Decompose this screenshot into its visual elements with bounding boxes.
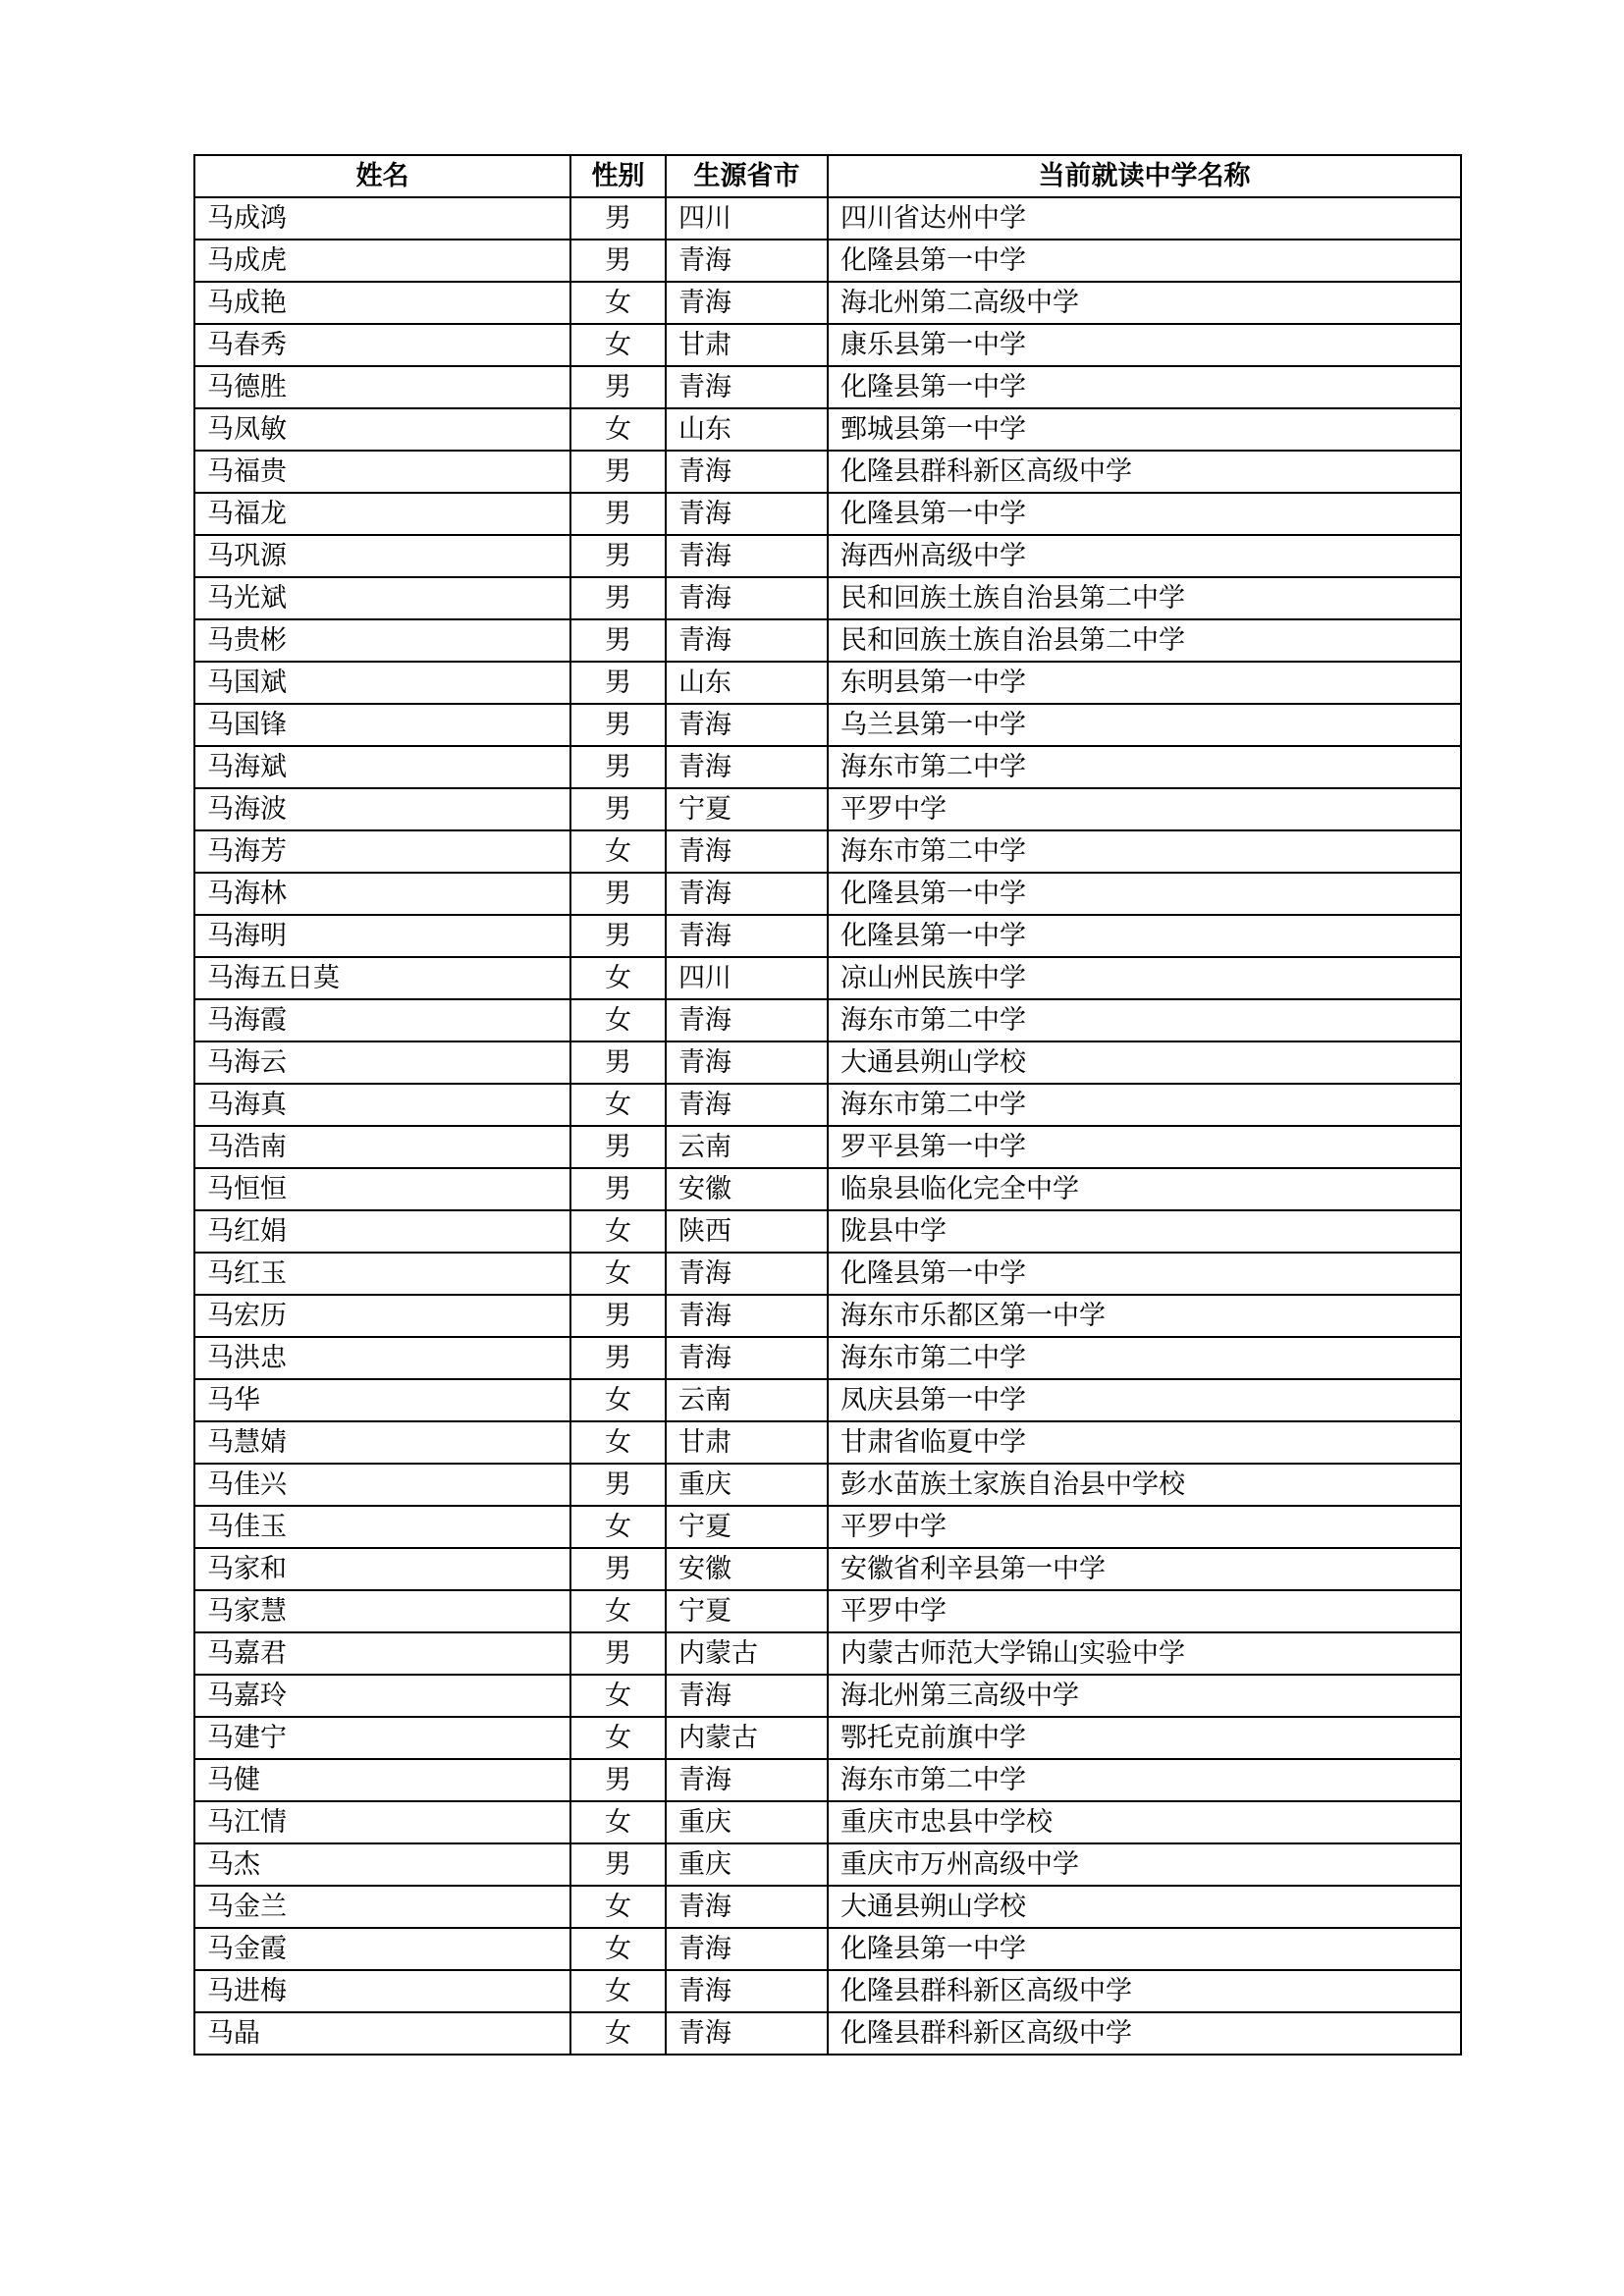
cell-school: 甘肃省临夏中学 — [828, 1421, 1461, 1464]
table-row — [194, 1886, 1461, 1928]
cell-gender: 男 — [570, 1632, 666, 1675]
table-row — [194, 577, 1461, 619]
table-row — [194, 704, 1461, 746]
table-row — [194, 408, 1461, 451]
table-row — [194, 1379, 1461, 1421]
table-row — [194, 1675, 1461, 1717]
cell-name: 马海霞 — [194, 999, 570, 1041]
cell-name: 马宏历 — [194, 1295, 570, 1337]
cell-school: 海西州高级中学 — [828, 535, 1461, 577]
cell-name: 马福贵 — [194, 451, 570, 493]
cell-gender: 女 — [570, 2012, 666, 2055]
cell-gender: 女 — [570, 324, 666, 366]
cell-name: 马华 — [194, 1379, 570, 1421]
cell-gender: 男 — [570, 535, 666, 577]
cell-gender: 男 — [570, 915, 666, 957]
cell-school: 内蒙古师范大学锦山实验中学 — [828, 1632, 1461, 1675]
table-row — [194, 535, 1461, 577]
cell-school: 海东市第二中学 — [828, 746, 1461, 788]
cell-province: 重庆 — [666, 1801, 828, 1843]
cell-name: 马成鸿 — [194, 197, 570, 240]
cell-school: 凉山州民族中学 — [828, 957, 1461, 999]
cell-gender: 男 — [570, 746, 666, 788]
cell-province: 云南 — [666, 1379, 828, 1421]
table-row — [194, 619, 1461, 662]
table-row — [194, 197, 1461, 240]
cell-gender: 女 — [570, 1675, 666, 1717]
table-row — [194, 1464, 1461, 1506]
cell-name: 马海云 — [194, 1041, 570, 1084]
cell-name: 马海五日莫 — [194, 957, 570, 999]
table-row — [194, 1717, 1461, 1759]
cell-name: 马海真 — [194, 1084, 570, 1126]
cell-school: 化隆县第一中学 — [828, 1253, 1461, 1295]
cell-gender: 女 — [570, 408, 666, 451]
cell-province: 青海 — [666, 1295, 828, 1337]
cell-gender: 男 — [570, 451, 666, 493]
cell-province: 青海 — [666, 1886, 828, 1928]
cell-school: 重庆市万州高级中学 — [828, 1843, 1461, 1886]
cell-province: 宁夏 — [666, 1506, 828, 1548]
table-row — [194, 1421, 1461, 1464]
cell-province: 甘肃 — [666, 1421, 828, 1464]
table-row — [194, 1210, 1461, 1253]
cell-province: 陕西 — [666, 1210, 828, 1253]
cell-school: 民和回族土族自治县第二中学 — [828, 577, 1461, 619]
cell-gender: 男 — [570, 1759, 666, 1801]
cell-province: 青海 — [666, 1759, 828, 1801]
cell-province: 青海 — [666, 1337, 828, 1379]
cell-province: 宁夏 — [666, 1590, 828, 1632]
cell-school: 海东市第二中学 — [828, 1084, 1461, 1126]
cell-gender: 男 — [570, 662, 666, 704]
cell-school: 大通县朔山学校 — [828, 1041, 1461, 1084]
cell-gender: 男 — [570, 788, 666, 830]
cell-province: 青海 — [666, 1675, 828, 1717]
cell-name: 马佳玉 — [194, 1506, 570, 1548]
cell-province: 甘肃 — [666, 324, 828, 366]
cell-name: 马成虎 — [194, 240, 570, 282]
cell-name: 马巩源 — [194, 535, 570, 577]
table-row — [194, 1126, 1461, 1168]
table-row — [194, 746, 1461, 788]
table-row — [194, 999, 1461, 1041]
table-row — [194, 1295, 1461, 1337]
cell-school: 临泉县临化完全中学 — [828, 1168, 1461, 1210]
cell-school: 平罗中学 — [828, 1590, 1461, 1632]
cell-gender: 女 — [570, 1928, 666, 1970]
student-table — [193, 154, 1462, 2056]
table-header-row — [194, 155, 1461, 197]
cell-school: 四川省达州中学 — [828, 197, 1461, 240]
table-row — [194, 1632, 1461, 1675]
cell-name: 马家慧 — [194, 1590, 570, 1632]
cell-school: 化隆县第一中学 — [828, 366, 1461, 408]
cell-school: 民和回族土族自治县第二中学 — [828, 619, 1461, 662]
cell-name: 马嘉玲 — [194, 1675, 570, 1717]
cell-name: 马凤敏 — [194, 408, 570, 451]
cell-gender: 男 — [570, 619, 666, 662]
header-name: 姓名 — [194, 155, 570, 197]
cell-school: 海东市第二中学 — [828, 999, 1461, 1041]
table-row — [194, 957, 1461, 999]
cell-province: 青海 — [666, 1970, 828, 2012]
cell-gender: 男 — [570, 197, 666, 240]
cell-name: 马红娟 — [194, 1210, 570, 1253]
cell-province: 青海 — [666, 999, 828, 1041]
cell-name: 马健 — [194, 1759, 570, 1801]
cell-gender: 女 — [570, 1506, 666, 1548]
cell-gender: 男 — [570, 577, 666, 619]
cell-gender: 男 — [570, 1548, 666, 1590]
cell-school: 康乐县第一中学 — [828, 324, 1461, 366]
table-row — [194, 1168, 1461, 1210]
cell-province: 青海 — [666, 873, 828, 915]
cell-province: 青海 — [666, 366, 828, 408]
cell-gender: 女 — [570, 1590, 666, 1632]
cell-school: 大通县朔山学校 — [828, 1886, 1461, 1928]
cell-name: 马浩南 — [194, 1126, 570, 1168]
table-row — [194, 915, 1461, 957]
cell-school: 化隆县第一中学 — [828, 873, 1461, 915]
cell-school: 化隆县群科新区高级中学 — [828, 1970, 1461, 2012]
cell-school: 化隆县群科新区高级中学 — [828, 451, 1461, 493]
cell-name: 马海明 — [194, 915, 570, 957]
cell-gender: 女 — [570, 1970, 666, 2012]
cell-name: 马洪忠 — [194, 1337, 570, 1379]
cell-school: 海东市第二中学 — [828, 1337, 1461, 1379]
cell-gender: 男 — [570, 366, 666, 408]
cell-name: 马晶 — [194, 2012, 570, 2055]
header-province: 生源省市 — [666, 155, 828, 197]
cell-name: 马春秀 — [194, 324, 570, 366]
cell-gender: 女 — [570, 1801, 666, 1843]
table-row — [194, 493, 1461, 535]
table-row — [194, 1928, 1461, 1970]
cell-name: 马海斌 — [194, 746, 570, 788]
cell-gender: 女 — [570, 1717, 666, 1759]
cell-province: 青海 — [666, 240, 828, 282]
cell-province: 青海 — [666, 2012, 828, 2055]
cell-gender: 男 — [570, 1464, 666, 1506]
cell-school: 化隆县第一中学 — [828, 915, 1461, 957]
cell-province: 青海 — [666, 282, 828, 324]
cell-province: 宁夏 — [666, 788, 828, 830]
cell-name: 马建宁 — [194, 1717, 570, 1759]
cell-name: 马福龙 — [194, 493, 570, 535]
table-row — [194, 788, 1461, 830]
cell-school: 鄄城县第一中学 — [828, 408, 1461, 451]
cell-name: 马佳兴 — [194, 1464, 570, 1506]
cell-name: 马金兰 — [194, 1886, 570, 1928]
cell-name: 马进梅 — [194, 1970, 570, 2012]
cell-province: 内蒙古 — [666, 1632, 828, 1675]
cell-school: 化隆县第一中学 — [828, 493, 1461, 535]
table-row — [194, 451, 1461, 493]
cell-gender: 女 — [570, 1886, 666, 1928]
table-row — [194, 1759, 1461, 1801]
cell-province: 重庆 — [666, 1843, 828, 1886]
header-school: 当前就读中学名称 — [828, 155, 1461, 197]
cell-province: 青海 — [666, 1084, 828, 1126]
cell-province: 青海 — [666, 451, 828, 493]
cell-name: 马贵彬 — [194, 619, 570, 662]
table-row — [194, 282, 1461, 324]
cell-province: 青海 — [666, 493, 828, 535]
cell-province: 山东 — [666, 408, 828, 451]
cell-school: 彭水苗族土家族自治县中学校 — [828, 1464, 1461, 1506]
cell-school: 陇县中学 — [828, 1210, 1461, 1253]
cell-name: 马恒恒 — [194, 1168, 570, 1210]
cell-gender: 男 — [570, 1295, 666, 1337]
cell-province: 云南 — [666, 1126, 828, 1168]
cell-province: 安徽 — [666, 1548, 828, 1590]
cell-name: 马家和 — [194, 1548, 570, 1590]
cell-school: 海东市第二中学 — [828, 1759, 1461, 1801]
table-row — [194, 1337, 1461, 1379]
table-row — [194, 1084, 1461, 1126]
cell-province: 安徽 — [666, 1168, 828, 1210]
cell-gender: 男 — [570, 240, 666, 282]
cell-name: 马成艳 — [194, 282, 570, 324]
cell-gender: 女 — [570, 1421, 666, 1464]
cell-school: 平罗中学 — [828, 1506, 1461, 1548]
table-row — [194, 1801, 1461, 1843]
cell-gender: 男 — [570, 493, 666, 535]
cell-province: 青海 — [666, 619, 828, 662]
table-row — [194, 240, 1461, 282]
cell-school: 凤庆县第一中学 — [828, 1379, 1461, 1421]
cell-name: 马江情 — [194, 1801, 570, 1843]
table-row — [194, 662, 1461, 704]
cell-school: 东明县第一中学 — [828, 662, 1461, 704]
cell-school: 安徽省利辛县第一中学 — [828, 1548, 1461, 1590]
cell-school: 化隆县群科新区高级中学 — [828, 2012, 1461, 2055]
table-row — [194, 830, 1461, 873]
table-row — [194, 1843, 1461, 1886]
table-body — [194, 197, 1461, 2055]
cell-gender: 女 — [570, 957, 666, 999]
cell-province: 山东 — [666, 662, 828, 704]
cell-province: 青海 — [666, 535, 828, 577]
cell-school: 海北州第二高级中学 — [828, 282, 1461, 324]
cell-province: 青海 — [666, 1928, 828, 1970]
cell-province: 重庆 — [666, 1464, 828, 1506]
cell-name: 马光斌 — [194, 577, 570, 619]
cell-school: 化隆县第一中学 — [828, 1928, 1461, 1970]
table-row — [194, 1548, 1461, 1590]
cell-gender: 男 — [570, 1843, 666, 1886]
cell-name: 马金霞 — [194, 1928, 570, 1970]
cell-school: 乌兰县第一中学 — [828, 704, 1461, 746]
cell-gender: 男 — [570, 1041, 666, 1084]
cell-gender: 男 — [570, 873, 666, 915]
cell-gender: 女 — [570, 1210, 666, 1253]
header-gender: 性别 — [570, 155, 666, 197]
cell-name: 马嘉君 — [194, 1632, 570, 1675]
cell-name: 马慧婧 — [194, 1421, 570, 1464]
table-row — [194, 1253, 1461, 1295]
table-row — [194, 1970, 1461, 2012]
cell-province: 内蒙古 — [666, 1717, 828, 1759]
cell-school: 罗平县第一中学 — [828, 1126, 1461, 1168]
table-row — [194, 1590, 1461, 1632]
cell-province: 青海 — [666, 830, 828, 873]
cell-gender: 男 — [570, 704, 666, 746]
cell-name: 马国斌 — [194, 662, 570, 704]
table-row — [194, 1041, 1461, 1084]
table-row — [194, 324, 1461, 366]
cell-name: 马海波 — [194, 788, 570, 830]
table-row — [194, 2012, 1461, 2055]
table-row — [194, 873, 1461, 915]
cell-gender: 女 — [570, 1253, 666, 1295]
cell-gender: 男 — [570, 1126, 666, 1168]
cell-name: 马国锋 — [194, 704, 570, 746]
cell-province: 青海 — [666, 915, 828, 957]
cell-province: 青海 — [666, 1253, 828, 1295]
cell-school: 重庆市忠县中学校 — [828, 1801, 1461, 1843]
cell-province: 青海 — [666, 577, 828, 619]
cell-province: 四川 — [666, 197, 828, 240]
cell-name: 马德胜 — [194, 366, 570, 408]
cell-school: 鄂托克前旗中学 — [828, 1717, 1461, 1759]
table-row — [194, 366, 1461, 408]
cell-gender: 女 — [570, 999, 666, 1041]
cell-school: 海北州第三高级中学 — [828, 1675, 1461, 1717]
cell-name: 马海林 — [194, 873, 570, 915]
cell-gender: 女 — [570, 830, 666, 873]
cell-gender: 女 — [570, 1379, 666, 1421]
cell-name: 马海芳 — [194, 830, 570, 873]
cell-province: 四川 — [666, 957, 828, 999]
cell-gender: 女 — [570, 282, 666, 324]
cell-province: 青海 — [666, 1041, 828, 1084]
cell-school: 海东市第二中学 — [828, 830, 1461, 873]
table-row — [194, 1506, 1461, 1548]
cell-name: 马杰 — [194, 1843, 570, 1886]
cell-school: 化隆县第一中学 — [828, 240, 1461, 282]
cell-name: 马红玉 — [194, 1253, 570, 1295]
cell-province: 青海 — [666, 746, 828, 788]
cell-gender: 男 — [570, 1337, 666, 1379]
cell-province: 青海 — [666, 704, 828, 746]
cell-school: 平罗中学 — [828, 788, 1461, 830]
cell-gender: 女 — [570, 1084, 666, 1126]
cell-school: 海东市乐都区第一中学 — [828, 1295, 1461, 1337]
cell-gender: 男 — [570, 1168, 666, 1210]
